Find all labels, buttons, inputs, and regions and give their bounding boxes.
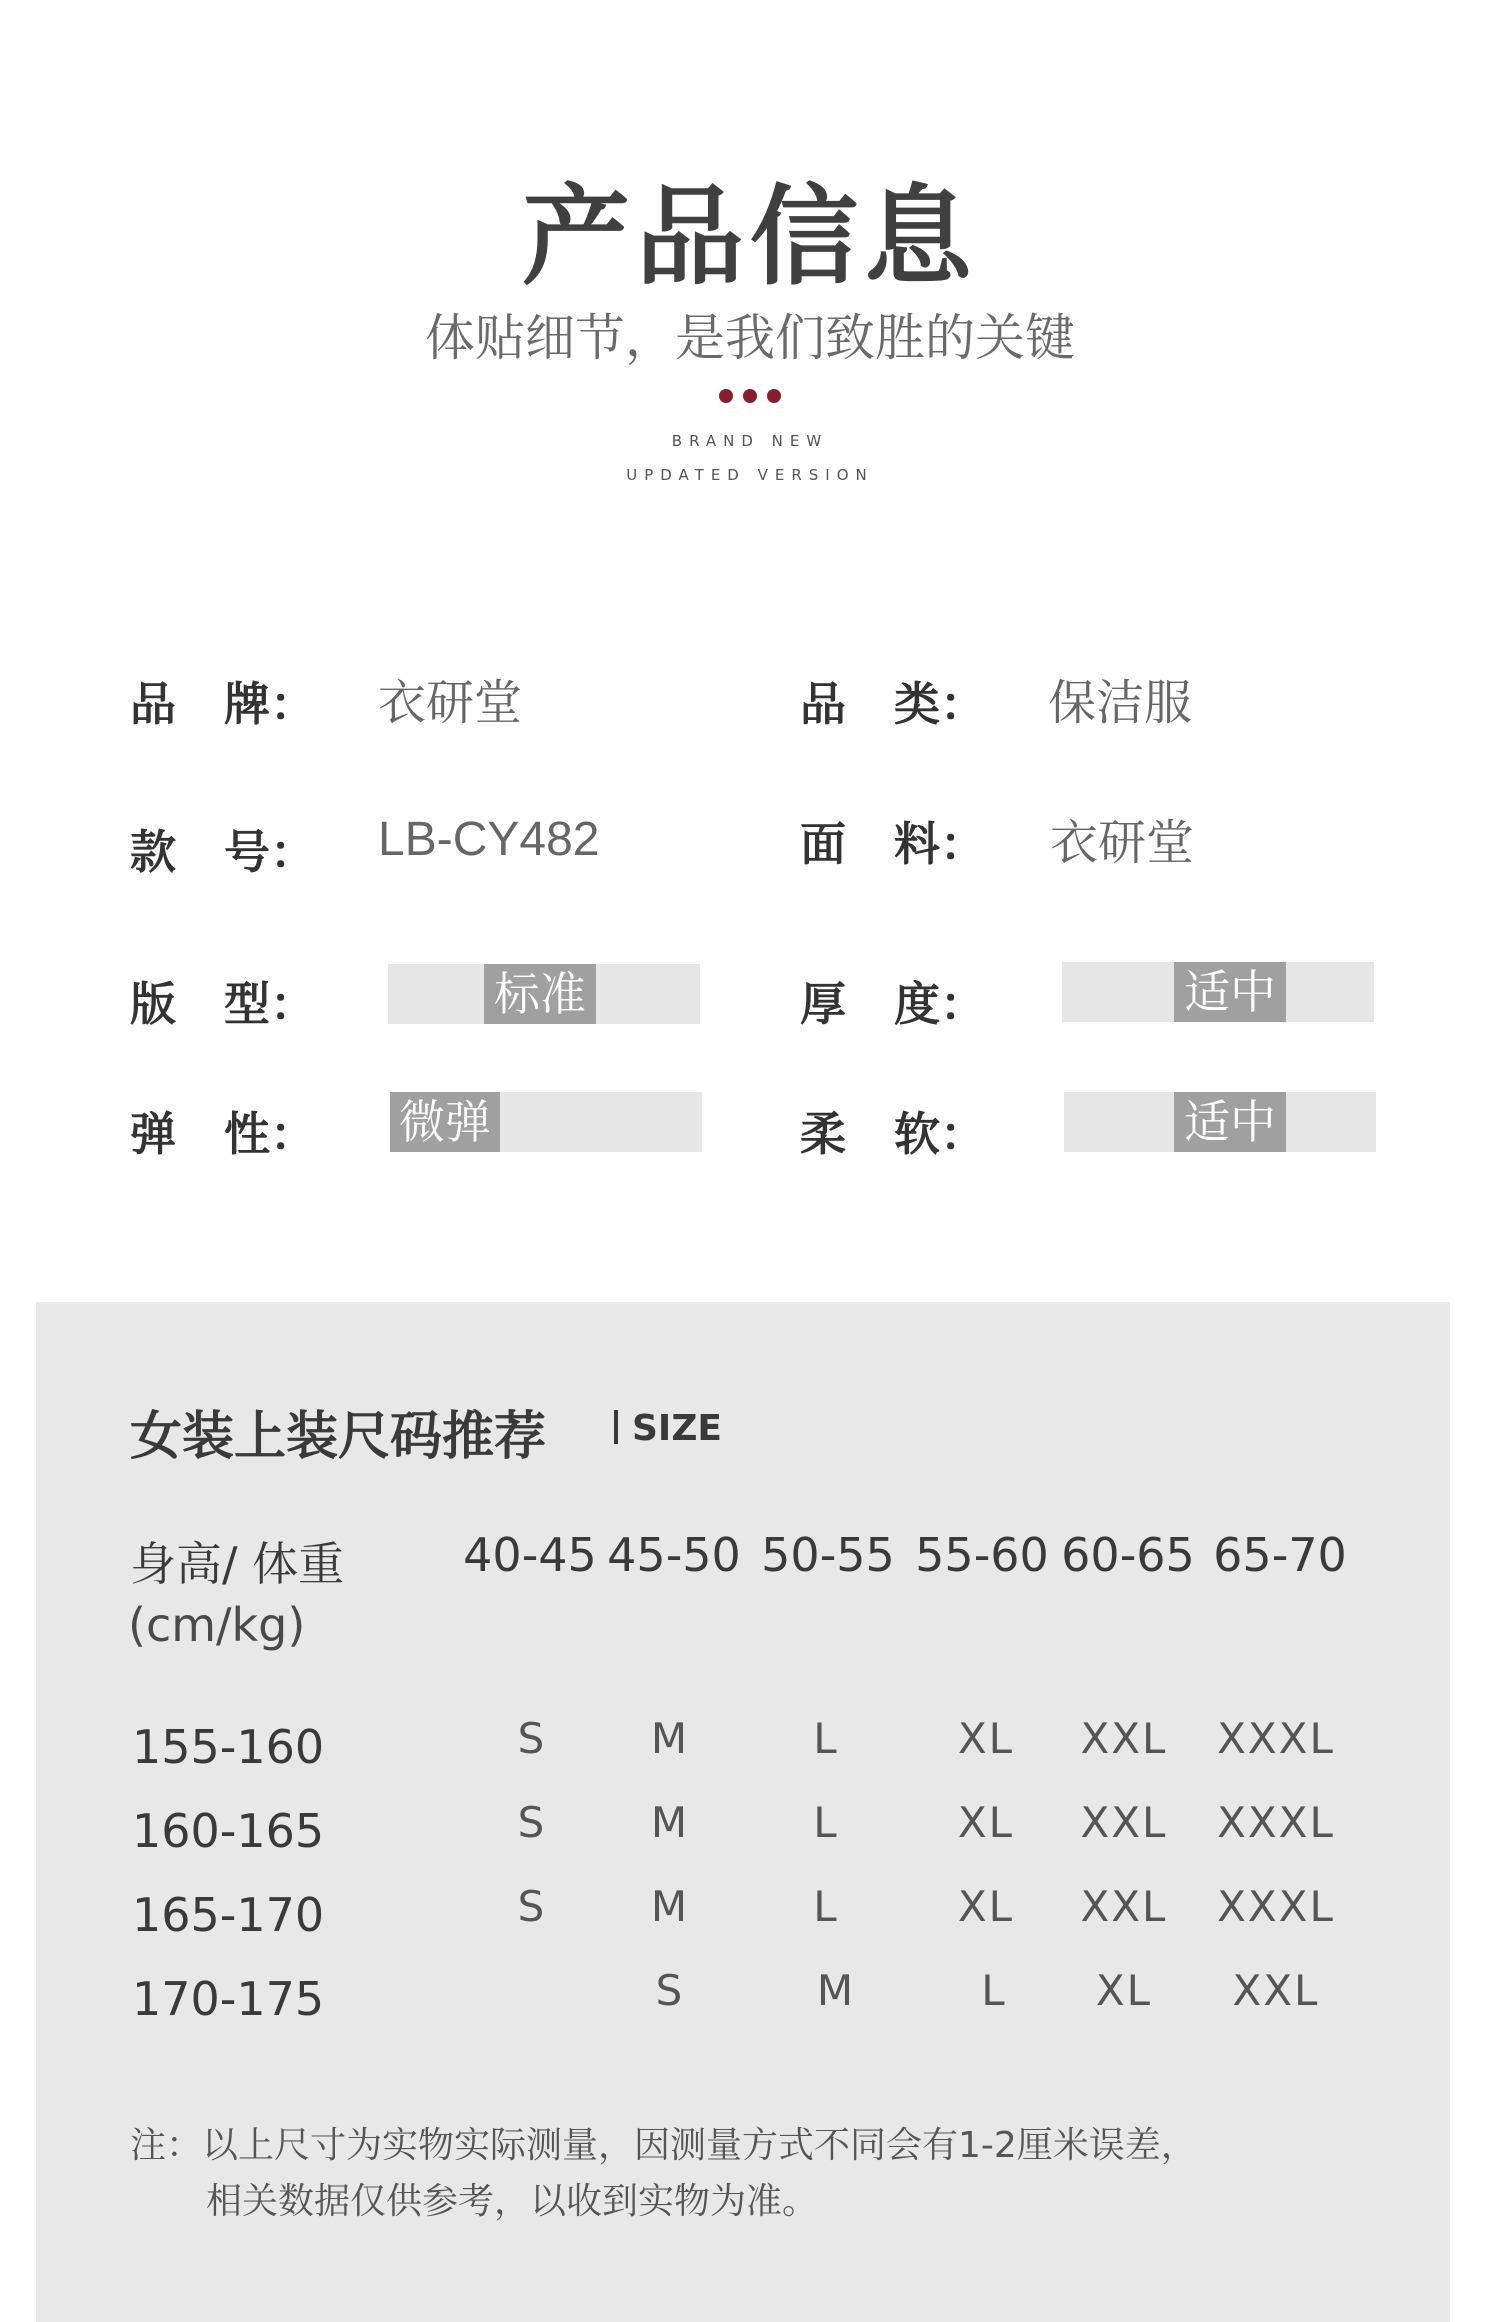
height-row-label: 170-175 — [132, 1972, 325, 2026]
weight-col-header: 60-65 — [1061, 1528, 1195, 1582]
size-cell: XXL — [1080, 1798, 1168, 1847]
page-subtitle: 体贴细节，是我们致胜的关键 — [425, 309, 1075, 367]
softness-label: 柔 软： — [800, 1107, 986, 1161]
category-value: 保洁服 — [1048, 675, 1193, 731]
weight-col-header: 55-60 — [915, 1528, 1049, 1582]
elastic-label: 弹 性： — [130, 1107, 316, 1161]
thickness-scale — [1062, 962, 1374, 1022]
size-cell: XL — [957, 1714, 1015, 1763]
softness-selected: 适中 — [1174, 1092, 1286, 1152]
model-label: 款 号： — [130, 825, 316, 879]
weight-col-header: 65-70 — [1213, 1528, 1347, 1582]
height-row-label: 160-165 — [132, 1804, 325, 1858]
fit-scale — [388, 964, 700, 1024]
height-row-label: 155-160 — [132, 1720, 325, 1774]
size-note-line1: 注：以上尺寸为实物实际测量，因测量方式不同会有1-2厘米误差， — [130, 2125, 1197, 2166]
weight-col-header: 50-55 — [761, 1528, 895, 1582]
size-cell: L — [981, 1966, 1007, 2015]
size-cell: L — [813, 1798, 839, 1847]
thickness-selected: 适中 — [1174, 962, 1286, 1022]
page-title: 产品信息 — [521, 175, 978, 300]
fabric-value: 衣研堂 — [1050, 815, 1195, 871]
brand-label: 品 牌： — [130, 677, 316, 731]
category-label: 品 类： — [800, 677, 986, 731]
decorative-dots — [0, 388, 1500, 407]
dot-icon — [719, 389, 733, 403]
fabric-label: 面 料： — [800, 817, 986, 871]
size-cell: M — [650, 1882, 690, 1931]
weight-col-header: 45-50 — [607, 1528, 741, 1582]
size-chart-title: 女装上装尺码推荐 — [130, 1407, 547, 1467]
size-cell: L — [813, 1882, 839, 1931]
size-cell: M — [650, 1798, 690, 1847]
size-note-line2: 相关数据仅供参考，以收到实物为准。 — [206, 2181, 819, 2222]
brand-new-caption: BRAND NEW — [671, 432, 829, 450]
size-cell: XXL — [1232, 1966, 1320, 2015]
elastic-selected: 微弹 — [390, 1092, 500, 1152]
size-cell: S — [517, 1798, 547, 1847]
softness-scale — [1064, 1092, 1376, 1152]
weight-col-header: 40-45 — [463, 1528, 597, 1582]
size-cell: S — [517, 1714, 547, 1763]
size-cell: XL — [957, 1798, 1015, 1847]
updated-version-caption: UPDATED VERSION — [626, 466, 874, 484]
size-cell: M — [816, 1966, 856, 2015]
height-row-label: 165-170 — [132, 1888, 325, 1942]
model-value: LB-CY482 — [378, 813, 600, 866]
dot-icon — [767, 389, 781, 403]
elastic-scale — [390, 1092, 702, 1152]
unit-header: (cm/kg) — [128, 1598, 306, 1652]
size-cell: XXL — [1080, 1882, 1168, 1931]
divider — [614, 1410, 618, 1444]
size-tag: SIZE — [614, 1408, 722, 1449]
size-cell: XXL — [1080, 1714, 1168, 1763]
size-cell: XXXL — [1217, 1882, 1335, 1931]
fit-label: 版 型： — [130, 977, 316, 1031]
size-cell: XXXL — [1217, 1798, 1335, 1847]
size-cell: S — [517, 1882, 547, 1931]
thickness-label: 厚 度： — [800, 977, 986, 1031]
size-cell: M — [650, 1714, 690, 1763]
fit-selected: 标准 — [484, 964, 596, 1024]
brand-value: 衣研堂 — [378, 675, 523, 731]
size-cell: XL — [957, 1882, 1015, 1931]
size-cell: L — [813, 1714, 839, 1763]
size-cell: XXXL — [1217, 1714, 1335, 1763]
height-weight-header: 身高/ 体重 — [130, 1537, 345, 1591]
size-cell: XL — [1095, 1966, 1153, 2015]
dot-icon — [743, 389, 757, 403]
size-cell: S — [655, 1966, 685, 2015]
